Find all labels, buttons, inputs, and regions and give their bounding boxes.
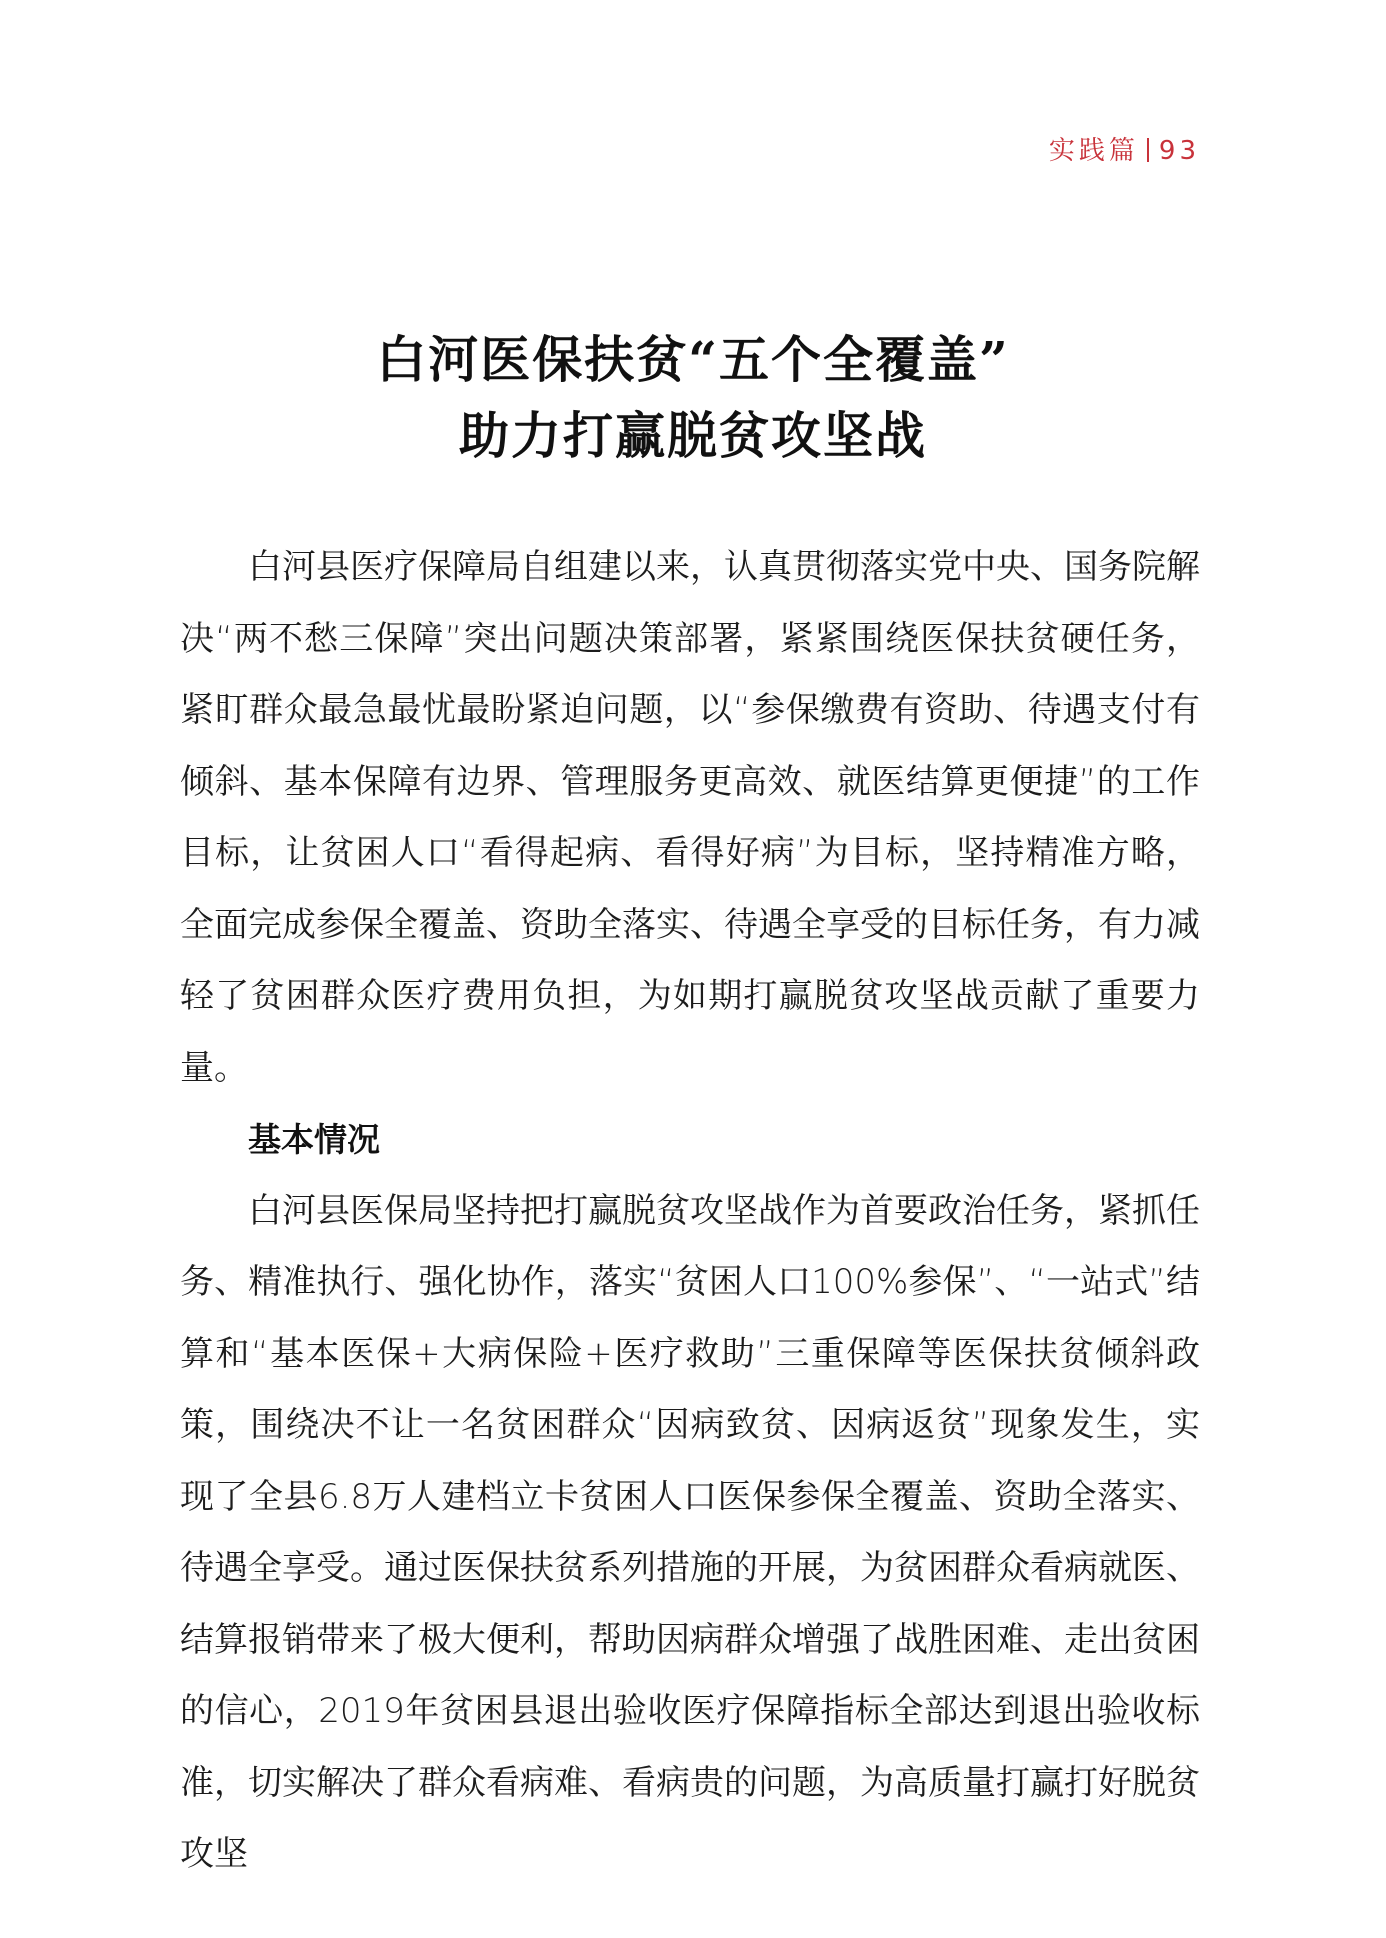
page-number: 93 (1158, 136, 1200, 166)
section-heading: 基本情况 (247, 1120, 380, 1159)
header-divider (1147, 138, 1149, 162)
paragraph-intro: 白河县医疗保障局自组建以来，认真贯彻落实党中央、国务院解决“两不愁三保障”突出问题决策部署，紧紧围绕医保扶贫硬任务，紧盯群众最急最忧最盼紧迫问题，以“参保缴费有资助、待遇支付有倾斜、基本保障有边界、管理服务更高效、就医结算更便捷”的工作目标，让贫困人口“看得起病、看得好病”为目标，坚持精准方略，全面完成参保全覆盖、资助全落实、待遇全享受的目标任务，有力减轻了贫困群众医疗费用负担，为如期打赢脱贫攻坚战贡献了重要力量。 (180, 547, 1200, 1088)
article-body (180, 532, 1200, 1891)
header-section-label: 实践篇 (1048, 136, 1139, 166)
running-header (1049, 130, 1200, 167)
title-line-2: 助力打赢脱贫攻坚战 (459, 406, 927, 465)
paragraph-basic-situation: 白河县医保局坚持把打赢脱贫攻坚战作为首要政治任务，紧抓任务、精准执行、强化协作，落实“贫困人口100%参保”、“一站式”结算和“基本医保+大病保险+医疗救助”三重保障等医保扶贫倾斜政策，围绕决不让一名贫困群众“因病致贫、因病返贫”现象发生，实现了全县6.8万人建档立卡贫困人口医保参保全覆盖、资助全落实、待遇全享受。通过医保扶贫系列措施的开展，为贫困群众看病就医、结算报销带来了极大便利，帮助因病群众增强了战胜困难、走出贫困的信心，2019年贫困县退出验收医疗保障指标全部达到退出验收标准，切实解决了群众看病难、看病贵的问题，为高质量打赢打好脱贫攻坚 (180, 1190, 1200, 1874)
article-title (0, 322, 1386, 474)
title-line-1: 白河医保扶贫“五个全覆盖” (376, 330, 1010, 389)
